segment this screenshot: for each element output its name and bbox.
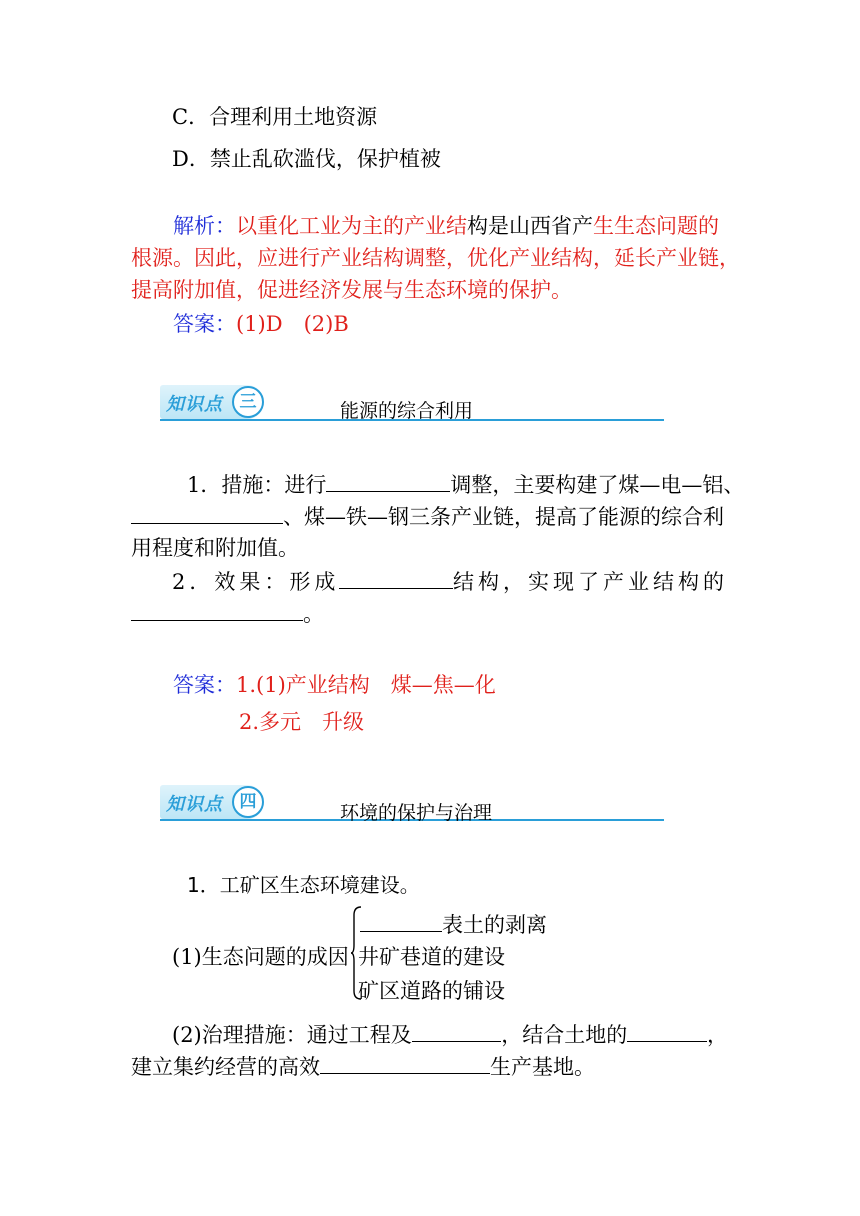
s4-item-2-line-1 (172, 1021, 728, 1048)
s3-item-2-line-1 (172, 568, 728, 595)
analysis-line-3: 提高附加值，促进经济发展与生态环境的保护。 (131, 278, 572, 302)
blank (131, 503, 283, 524)
s3-item-1-line-1 (187, 471, 744, 498)
blank (131, 600, 303, 621)
answer-2-value-1: 1.(1)产业结构 煤—焦—化 (236, 673, 496, 697)
analysis-line-2: 根源。因此，应进行产业结构调整，优化产业结构，延长产业链， (131, 246, 740, 270)
s3-item-2-line-2 (131, 600, 324, 627)
answer-1-label: 答案： (173, 312, 236, 336)
cause-label: (1)生态问题的成因 (172, 945, 349, 969)
blank (339, 568, 453, 589)
answer-2-label: 答案： (173, 673, 236, 697)
blank (412, 1021, 501, 1042)
analysis-text-2: 构是山西省产 (467, 214, 593, 238)
section-3-title: 能源的综合利用 (340, 400, 474, 422)
s3-item-1-line-3: 用程度和附加值。 (131, 536, 299, 560)
section-4-title: 环境的保护与治理 (340, 802, 493, 824)
cause-item-3: 矿区道路的铺设 (358, 979, 505, 1003)
knowledge-point-label: 知识点 (166, 794, 223, 815)
answer-2-value-2: 2.多元 升级 (239, 710, 365, 734)
analysis-label: 解析： (173, 214, 236, 238)
s3-item-1-text-a: 1．措施：进行 (187, 473, 327, 497)
analysis-line-1 (173, 213, 719, 239)
answer-1-value: (1)D (2)B (236, 312, 349, 336)
s3-item-1-text-c: 、煤—铁—钢三条产业链，提高了能源的综合利 (283, 505, 724, 529)
s4-item-2-text-c: ， (707, 1023, 728, 1047)
blank (627, 1021, 707, 1042)
s3-item-2-text-c: 。 (303, 602, 324, 626)
answer-2-line-1 (173, 672, 496, 698)
cause-item-2: 井矿巷道的建设 (358, 945, 505, 969)
blank (326, 471, 450, 492)
knowledge-point-badge-4 (160, 785, 264, 819)
blank (320, 1053, 490, 1074)
cause-item-1-text: 表土的剥离 (442, 913, 547, 937)
knowledge-point-number-3: 三 (232, 386, 264, 418)
knowledge-point-badge-3 (160, 385, 264, 419)
analysis-text-3: 生生态问题的 (593, 214, 719, 238)
s4-item-2-text-b: ，结合土地的 (501, 1023, 628, 1047)
analysis-text-1: 以重化工业为主的产业结 (236, 214, 467, 238)
option-c: C．合理利用土地资源 (172, 105, 378, 129)
s3-item-2-text-a: 2．效果：形成 (172, 570, 340, 594)
s3-item-1-text-b: 调整，主要构建了煤—电—铝、 (450, 473, 745, 497)
s4-item-1-heading: 1．工矿区生态环境建设。 (187, 873, 420, 897)
blank (360, 911, 442, 932)
s3-item-2-text-b: 结构，实现了产业结构的 (453, 570, 728, 594)
s4-item-2-text-a: (2)治理措施：通过工程及 (172, 1023, 412, 1047)
knowledge-point-number-4: 四 (232, 786, 264, 818)
answer-1 (173, 311, 349, 337)
cause-item-1 (360, 911, 547, 938)
s4-item-2-text-d: 建立集约经营的高效 (131, 1055, 320, 1079)
s3-item-1-line-2 (131, 503, 724, 530)
s4-item-2-text-e: 生产基地。 (490, 1055, 595, 1079)
option-d: D．禁止乱砍滥伐，保护植被 (172, 147, 441, 171)
knowledge-point-label: 知识点 (166, 394, 223, 415)
s4-item-2-line-2 (131, 1053, 595, 1080)
